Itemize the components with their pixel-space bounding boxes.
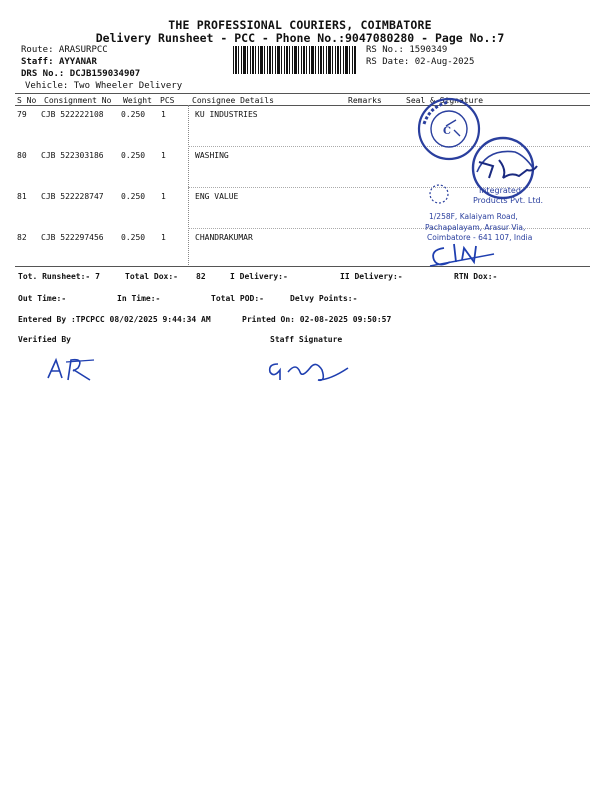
row-consignment: CJB 522297456 [41, 233, 104, 242]
row-pcs: 1 [161, 233, 166, 242]
consignee-divider [188, 105, 189, 265]
printed-on: Printed On: 02-08-2025 09:50:57 [242, 315, 392, 324]
col-consignee: Consignee Details [192, 96, 274, 105]
verified-signature [44, 356, 100, 384]
row-consignee: KU INDUSTRIES [195, 110, 258, 119]
row-pcs: 1 [161, 151, 166, 160]
company-seal [415, 132, 555, 244]
header-bottom-rule [15, 105, 590, 106]
rs-number: RS No.: 1590349 [366, 45, 448, 55]
row-consignee: CHANDRAKUMAR [195, 233, 253, 242]
runsheet-title: Delivery Runsheet - PCC - Phone No.:9047080280 - Page No.:7 [95, 31, 505, 45]
row-consignment: CJB 522303186 [41, 151, 104, 160]
staff-signature [266, 356, 356, 386]
total-runsheet: Tot. Runsheet:- 7 [18, 272, 100, 281]
col-sno: S No [17, 96, 37, 105]
total-pod: Total POD:- [211, 294, 264, 303]
total-dox-value: 82 [196, 272, 206, 281]
row-consignee: WASHING [195, 151, 229, 160]
i-delivery: I Delivery:- [230, 272, 288, 281]
row-consignment: CJB 522228747 [41, 192, 104, 201]
svg-text:C: C [443, 126, 451, 137]
ii-delivery: II Delivery:- [340, 272, 403, 281]
seal-line: Coimbatore - 641 107, India [427, 233, 533, 242]
staff-label: Staff: [21, 57, 54, 67]
row-weight: 0.250 [121, 233, 146, 242]
route-text: Route: ARASURPCC [21, 45, 108, 55]
row-sno: 79 [17, 110, 27, 119]
row-sno: 81 [17, 192, 27, 201]
staff-name: AYYANAR [58, 57, 97, 67]
drs-number: DCJB159034907 [69, 69, 141, 79]
barcode [233, 46, 357, 74]
seal-line: Pachapalayam, Arasur Via, [425, 223, 526, 232]
col-consignment: Consignment No [44, 96, 112, 105]
table-bottom-rule [15, 266, 590, 267]
row-pcs: 1 [161, 192, 166, 201]
drs-line [21, 69, 140, 79]
out-time: Out Time:- [18, 294, 67, 303]
seal-line: Integrated [479, 186, 521, 195]
seal-line: 1/258F, Kalaiyam Road, [429, 212, 518, 221]
row-sno: 82 [17, 233, 27, 242]
total-dox-label: Total Dox:- [125, 272, 178, 281]
vehicle-text: Vehicle: Two Wheeler Delivery [25, 81, 183, 91]
in-time: In Time:- [117, 294, 161, 303]
delvy-points: Delvy Points:- [290, 294, 358, 303]
col-pcs: PCS [160, 96, 175, 105]
rtn-dox: RTN Dox:- [454, 272, 498, 281]
col-weight: Weight [123, 96, 152, 105]
col-seal: Seal & Signature [406, 96, 484, 105]
row-weight: 0.250 [121, 110, 146, 119]
row-sno: 80 [17, 151, 27, 160]
row-weight: 0.250 [121, 151, 146, 160]
drs-label: DRS No.: [21, 69, 65, 79]
row-pcs: 1 [161, 110, 166, 119]
seal-line: Products Pvt. Ltd. [473, 196, 544, 205]
rs-date: RS Date: 02-Aug-2025 [366, 57, 475, 67]
entered-by: Entered By :TPCPCC 08/02/2025 9:44:34 AM [18, 315, 211, 324]
col-remarks: Remarks [348, 96, 382, 105]
row-weight: 0.250 [121, 192, 146, 201]
row-consignment: CJB 522222108 [41, 110, 104, 119]
verified-by-label: Verified By [18, 335, 71, 344]
staff-signature-label: Staff Signature [270, 335, 343, 344]
header-top-rule [15, 93, 590, 94]
company-title: THE PROFESSIONAL COURIERS, COIMBATORE [168, 18, 432, 32]
staff-line [21, 57, 97, 67]
delivery-signature [428, 240, 498, 270]
row-consignee: ENG VALUE [195, 192, 239, 201]
